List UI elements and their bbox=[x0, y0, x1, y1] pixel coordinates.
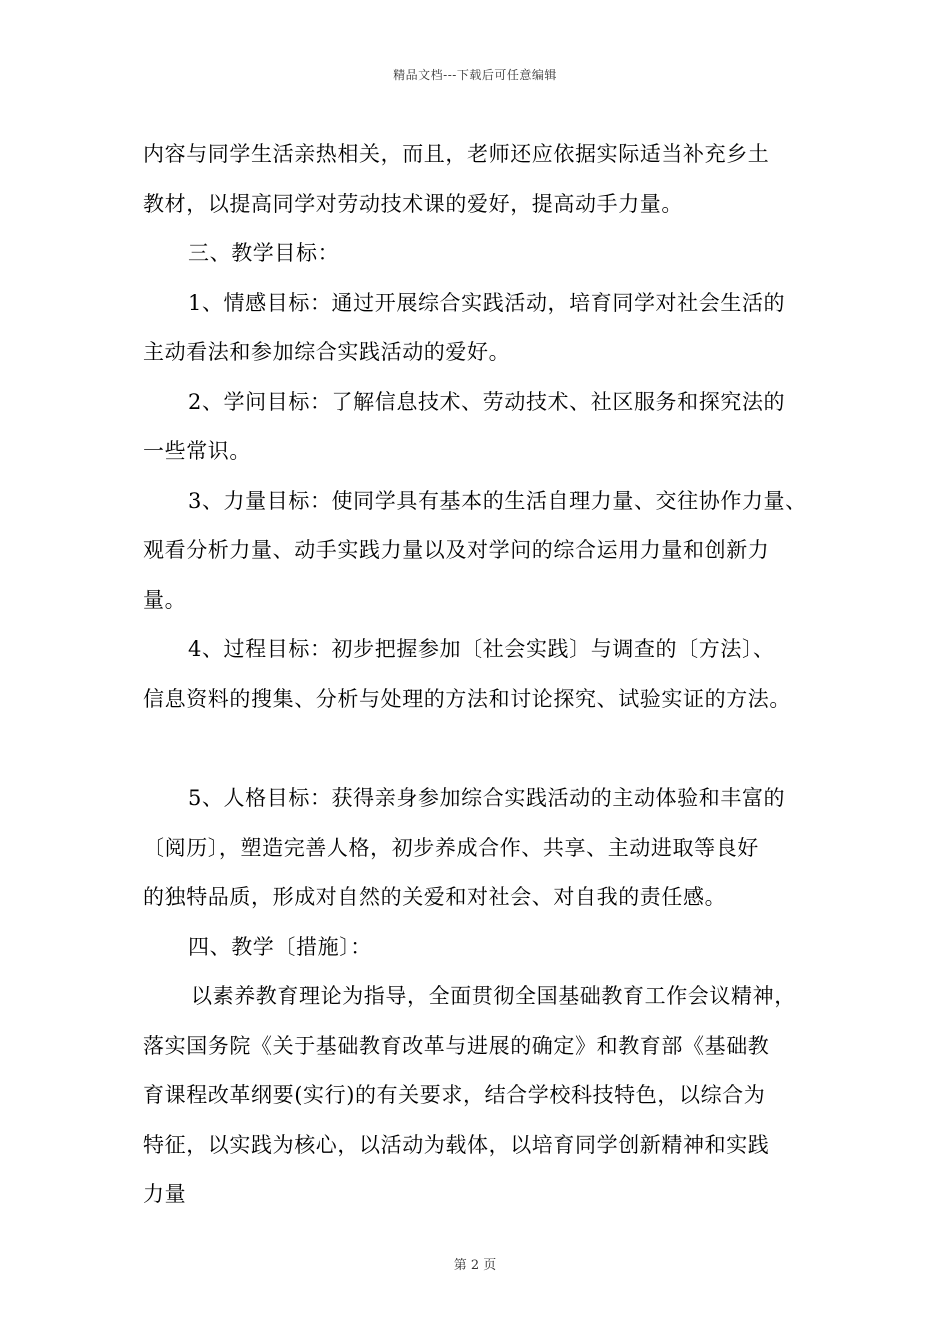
page-number: 第 2 页 bbox=[453, 1258, 497, 1273]
paragraph-line: 〔阅历〕，塑造完善人格，初步养成合作、共享、主动进取等良好 bbox=[143, 835, 759, 860]
paragraph-line: 观看分析力量、动手实践力量以及对学问的综合运用力量和创新力 bbox=[143, 538, 770, 562]
paragraph-line: 5、人格目标：获得亲身参加综合实践活动的主动体验和丰富的 bbox=[188, 786, 786, 810]
paragraph-line: 以素养教育理论为指导，全面贯彻全国基础教育工作会议精神， bbox=[191, 984, 796, 1008]
paragraph-line: 2、学问目标：了解信息技术、劳动技术、社区服务和探究法的 bbox=[188, 389, 786, 414]
paragraph-line: 一些常识。 bbox=[143, 439, 251, 463]
paragraph-line: 4、过程目标：初步把握参加〔社会实践〕与调查的〔方法〕、 bbox=[188, 637, 775, 661]
paragraph-line: 力量 bbox=[143, 1182, 187, 1206]
paragraph-line: 3、力量目标：使同学具有基本的生活自理力量、交往协作力量、 bbox=[188, 488, 807, 513]
paragraph-line: 信息资料的搜集、分析与处理的方法和讨论探究、试验实证的方法。 bbox=[143, 686, 791, 711]
paragraph-line: 主动看法和参加综合实践活动的爱好。 bbox=[143, 340, 511, 364]
paragraph-line: 特征，以实践为核心，以活动为载体，以培育同学创新精神和实践 bbox=[143, 1132, 770, 1157]
paragraph-gap bbox=[143, 724, 843, 774]
page-header: 精品文档---下载后可任意编辑 bbox=[393, 68, 557, 82]
document-body bbox=[143, 130, 843, 1220]
paragraph-line: 教材，以提高同学对劳动技术课的爱好，提高动手力量。 bbox=[143, 191, 683, 216]
paragraph-line: 落实国务院《关于基础教育改革与进展的确定》和教育部《基础教 bbox=[143, 1033, 770, 1058]
section-heading: 三、教学目标： bbox=[188, 241, 340, 265]
paragraph-line: 1、情感目标：通过开展综合实践活动，培育同学对社会生活的 bbox=[188, 290, 786, 315]
paragraph-line: 育课程改革纲要(实行)的有关要求，结合学校科技特色，以综合为 bbox=[143, 1083, 766, 1107]
paragraph-line: 的独特品质，形成对自然的关爱和对社会、对自我的责任感。 bbox=[143, 885, 727, 909]
paragraph-line: 内容与同学生活亲热相关，而且，老师还应依据实际适当补充乡土 bbox=[143, 142, 770, 166]
section-heading: 四、教学〔措施〕： bbox=[188, 934, 372, 959]
paragraph-line: 量。 bbox=[143, 587, 187, 612]
